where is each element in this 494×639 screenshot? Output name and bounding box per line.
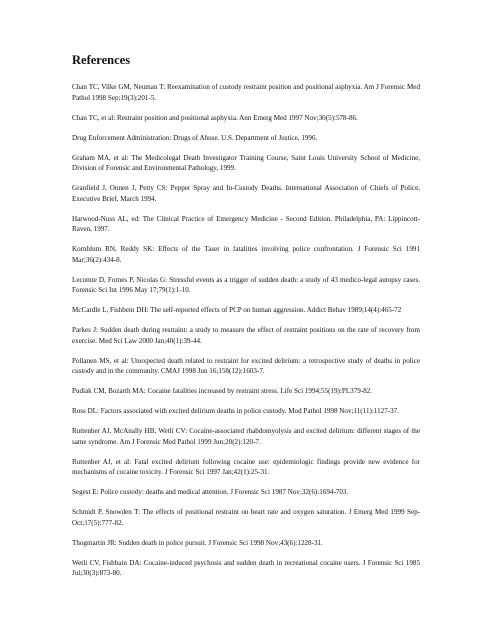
references-heading: References	[72, 53, 131, 67]
reference-item: Wetli CV, Fishbain DA: Cocaine-induced psychosis and sudden death in recreational cocaine users. J Forensic Sci 1985 Jul;30(3):873-80.	[72, 558, 420, 577]
reference-item: Thogmartin JR: Sudden death in police pursuit. J Forensic Sci 1998 Nov;43(6):1228-31.	[72, 538, 323, 547]
reference-item: Chan TC, Vilke GM, Neuman T: Reexamination of custody restraint position and positional asphyxia. Am J Forensic Med Pathol 1998 Sep;19(3):201-5.	[72, 83, 420, 102]
reference-item: McCardle L, Fishbein DH: The self-reported effects of PCP on human aggression. Addict Behav 1989;14(4):465-72	[72, 306, 402, 314]
reference-item: Ruttenber AJ, et al: Fatal excited delirium following cocaine use: epidemiologic findings provide new evidence for mechanisms of cocaine toxicity. J Forensic Sci 1997 Jan;42(1):25-31.	[72, 457, 420, 476]
reference-item: Chan TC, et al: Restraint position and positional asphyxia. Ann Emerg Med 1997 Nov;30(5):578-86.	[72, 113, 358, 122]
reference-item: Granfield J, Onnen J, Petty CS: Pepper Spray and In-Custody Deaths. International Association of Chiefs of Police, Executive Brief, March 1994.	[72, 184, 420, 203]
reference-item: Parkes J: Sudden death during restraint: a study to measure the effect of restraint positions on the rate of recovery from exercise. Med Sci Law 2000 Jan;40(1):39-44.	[72, 326, 420, 345]
reference-item: Ruttenber AJ, McAnally HB, Wetli CV: Cocaine-associated rhabdomyolysis and excited delirium: different stages of the same syndrome. Am J Forensic Med Pathol 1999 Jun;20(2):120-7.	[72, 427, 420, 446]
reference-item: Pudiak CM, Bozarth MA: Cocaine fatalities increased by restraint stress. Life Sci 1994;55(19):PL379-82.	[72, 387, 373, 395]
reference-item: Lecomte D, Fornes P, Nicolas G: Stressful events as a trigger of sudden death: a study of 43 medico-legal autopsy cases. Forensic Sci Int 1996 May 17;79(1):1-10.	[72, 275, 420, 294]
reference-item: Kornblum RN, Reddy SK: Effects of the Taser in fatalities involving police confrontation. J Forensic Sci 1991 Mar;36(2):434-8.	[72, 245, 420, 264]
reference-item: Ross DL: Factors associated with excited delirium deaths in police custody. Mod Pathol 1998 Nov;11(11):1127-37.	[72, 407, 399, 415]
reference-item: Graham MA, et al: The Medicolegal Death Investigator Training Course, Saint Louis University School of Medicine, Division of Forensic and Environmental Pathology, 1999.	[72, 153, 420, 172]
reference-item: Pollanen MS, et al: Unexpected death related to restraint for excited delirium: a retrospective study of deaths in police custody and in the community. CMAJ 1998 Jun 16;158(12):1603-7.	[72, 356, 420, 375]
reference-list	[72, 82, 420, 588]
reference-item: Drug Enforcement Administration: Drugs of Abuse. U.S. Department of Justice, 1996.	[72, 133, 318, 142]
reference-item: Segest E: Police custody: deaths and medical attention. J Forensic Sci 1987 Nov;32(6):1694-703.	[72, 488, 349, 496]
reference-item: Schmidt P, Snowden T: The effects of positional restraint on heart rate and oxygen saturation. J Emerg Med 1999 Sep-Oct;17(5):777-82.	[72, 508, 420, 527]
reference-item: Harwood-Nuss AL, ed: The Clinical Practice of Emergency Medicine - Second Edition. Philadelphia, PA: Lippincott-Raven, 1997.	[72, 214, 420, 233]
